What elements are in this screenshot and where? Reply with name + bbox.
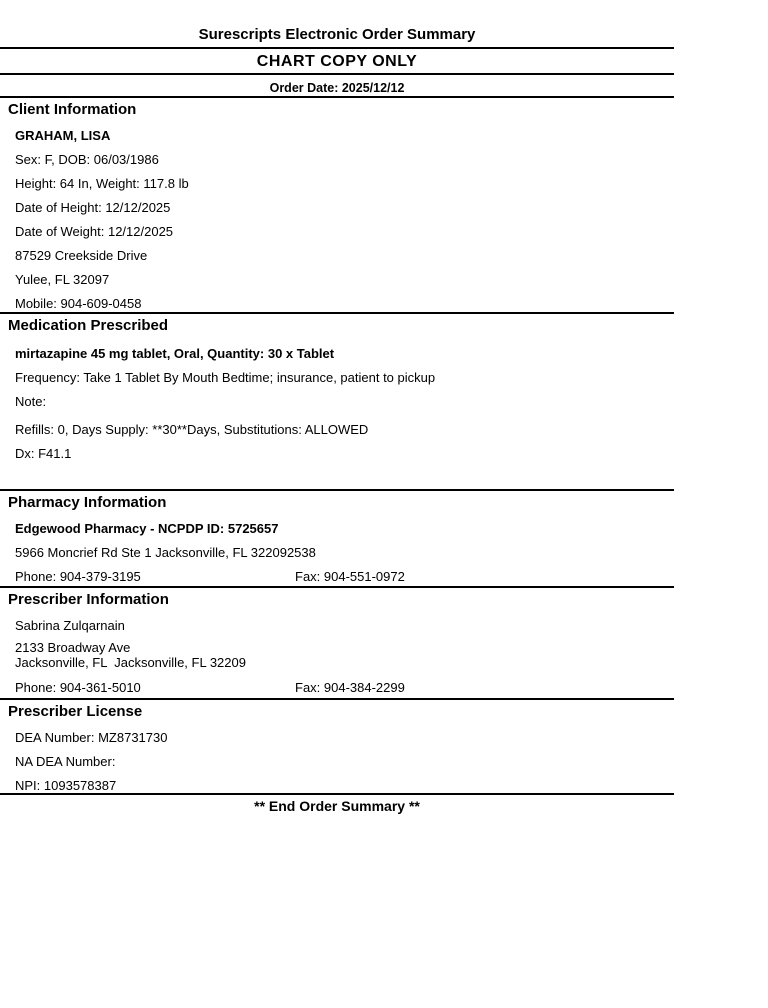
- client-address-street: 87529 Creekside Drive: [15, 248, 148, 263]
- prescriber-address-block: [0, 640, 674, 670]
- client-mobile: Mobile: 904-609-0458: [15, 296, 142, 311]
- pharmacy-address: 5966 Moncrief Rd Ste 1 Jacksonville, FL 322092538: [15, 545, 316, 560]
- prescriber-name: Sabrina Zulqarnain: [15, 618, 125, 633]
- license-npi: NPI: 1093578387: [15, 778, 117, 793]
- footer-divider: [0, 793, 674, 795]
- license-section: [0, 703, 674, 793]
- pharmacy-fax: Fax: 904-551-0972: [295, 569, 405, 584]
- medication-note: Note:: [15, 394, 47, 409]
- client-information-section: [0, 101, 674, 311]
- medication-dx: Dx: F41.1: [15, 446, 72, 461]
- prescriber-phone: Phone: 904-361-5010: [15, 680, 141, 695]
- pharmacy-phone: Phone: 904-379-3195: [15, 569, 141, 584]
- prescriber-heading: Prescriber Information: [8, 591, 169, 608]
- header-divider-2: [0, 73, 674, 75]
- prescriber-address-line1: 2133 Broadway Ave: [15, 640, 131, 655]
- chart-copy-banner: CHART COPY ONLY: [256, 53, 418, 70]
- document-title: Surescripts Electronic Order Summary: [198, 26, 476, 43]
- prescriber-fax: Fax: 904-384-2299: [295, 680, 405, 695]
- license-na-dea-number: NA DEA Number:: [15, 754, 116, 769]
- pharmacy-phone-fax-row: [0, 569, 674, 584]
- pharmacy-section: [0, 494, 674, 584]
- header-divider-3: [0, 96, 674, 98]
- client-information-heading: Client Information: [8, 101, 137, 118]
- section-divider-pharmacy: [0, 489, 674, 491]
- client-height-weight: Height: 64 In, Weight: 117.8 lb: [15, 176, 189, 191]
- client-address-city: Yulee, FL 32097: [15, 272, 110, 287]
- end-order-summary: ** End Order Summary **: [254, 798, 420, 814]
- medication-section: [0, 317, 674, 461]
- medication-drug-line: mirtazapine 45 mg tablet, Oral, Quantity: 30 x Tablet: [15, 346, 335, 361]
- medication-refills: Refills: 0, Days Supply: **30**Days, Substitutions: ALLOWED: [15, 422, 369, 437]
- section-divider-medication: [0, 312, 674, 314]
- medication-frequency: Frequency: Take 1 Tablet By Mouth Bedtime; insurance, patient to pickup: [15, 370, 436, 385]
- pharmacy-name: Edgewood Pharmacy - NCPDP ID: 5725657: [15, 521, 279, 536]
- license-dea-number: DEA Number: MZ8731730: [15, 730, 168, 745]
- client-date-of-height: Date of Height: 12/12/2025: [15, 200, 171, 215]
- pharmacy-heading: Pharmacy Information: [8, 494, 167, 511]
- license-heading: Prescriber License: [8, 703, 143, 720]
- prescriber-address-line2: Jacksonville, FL Jacksonville, FL 32209: [15, 655, 246, 670]
- prescriber-section: [0, 591, 674, 695]
- section-divider-license: [0, 698, 674, 700]
- header-divider-1: [0, 47, 674, 49]
- section-divider-prescriber: [0, 586, 674, 588]
- client-date-of-weight: Date of Weight: 12/12/2025: [15, 224, 174, 239]
- medication-heading: Medication Prescribed: [8, 317, 169, 334]
- client-sex-dob: Sex: F, DOB: 06/03/1986: [15, 152, 159, 167]
- order-date: Order Date: 2025/12/12: [269, 81, 405, 95]
- prescriber-phone-fax-row: [0, 680, 674, 695]
- client-name: GRAHAM, LISA: [15, 128, 111, 143]
